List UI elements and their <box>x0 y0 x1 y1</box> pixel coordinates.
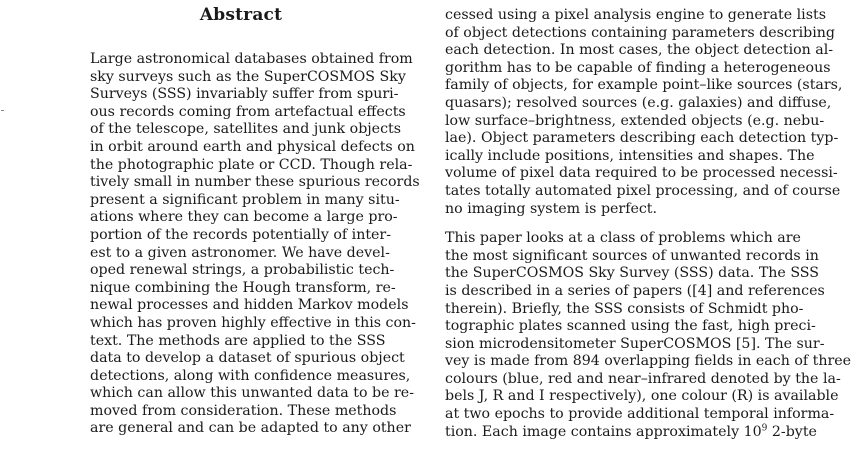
body-line: is described in a series of papers ([4] and references <box>445 282 825 299</box>
body-line: low surface–brightness, extended objects (e.g. nebu- <box>445 112 825 129</box>
body-line: the SuperCOSMOS Sky Survey (SSS) data. The SSS <box>445 265 819 282</box>
abstract-line: Large astronomical databases obtained from <box>90 51 413 67</box>
body-line: of object detections containing parameters describing <box>445 24 835 41</box>
body-line: sion microdensitometer SuperCOSMOS [5]. The sur- <box>445 335 825 352</box>
body-last-line <box>445 422 817 442</box>
paragraph-gap <box>445 218 800 230</box>
body-paragraph-1 <box>445 7 843 218</box>
body-line: gorithm has to be capable of finding a heterogeneous <box>445 59 831 76</box>
abstract-heading: Abstract <box>199 5 283 25</box>
body-line: bels J, R and I respectively), one colour (R) is available <box>445 388 839 405</box>
abstract-line: sky surveys such as the SuperCOSMOS Sky <box>90 68 406 85</box>
abstract-line: the photographic plate or CCD. Though rela- <box>90 156 413 173</box>
body-line: tates totally automated pixel processing, and of course <box>445 182 841 199</box>
abstract-line: detections, along with confidence measures, <box>90 367 411 384</box>
body-line: colours (blue, red and near–infrared denoted by the la- <box>445 370 841 387</box>
body-column <box>445 7 851 441</box>
abstract-line: are general and can be adapted to any other <box>90 420 411 437</box>
abstract-line: newal processes and hidden Markov models <box>90 297 409 314</box>
abstract-line: oped renewal strings, a probabilistic tech- <box>90 262 395 279</box>
body-line: ically include positions, intensities and shapes. The <box>445 147 815 164</box>
last-line-prefix: tion. Each image contains approximately 10 <box>445 423 762 440</box>
abstract-line: Surveys (SSS) invariably suffer from spuri- <box>90 86 399 103</box>
abstract-line: present a significant problem in many situ- <box>90 191 400 208</box>
abstract-line: which can allow this unwanted data to be re- <box>90 385 414 402</box>
abstract-line: moved from consideration. These methods <box>90 402 397 419</box>
body-line: tographic plates scanned using the fast, high preci- <box>445 318 816 335</box>
abstract-line: text. The methods are applied to the SSS <box>90 332 386 349</box>
body-paragraph-2 <box>445 230 851 441</box>
abstract-line: tively small in number these spurious records <box>90 174 420 191</box>
margin-mark <box>1 110 4 111</box>
abstract-column <box>90 5 420 438</box>
abstract-line: ous records coming from artefactual effects <box>90 103 406 120</box>
body-line: volume of pixel data required to be processed necessi- <box>445 165 838 182</box>
abstract-line: portion of the records potentially of inter- <box>90 226 392 243</box>
body-line: This paper looks at a class of problems which are <box>445 230 801 247</box>
body-line: each detection. In most cases, the object detection al- <box>445 42 834 59</box>
abstract-line: data to develop a dataset of spurious object <box>90 350 405 367</box>
abstract-line: est to a given astronomer. We have devel- <box>90 244 390 261</box>
body-line: family of objects, for example point–like sources (stars, <box>445 77 843 94</box>
abstract-line: nique combining the Hough transform, re- <box>90 279 396 296</box>
body-line: at two epochs to provide additional temporal informa- <box>445 406 835 423</box>
exponent: 9 <box>761 422 768 433</box>
body-line: vey is made from 894 overlapping fields in each of three <box>445 353 851 370</box>
abstract-line: of the telescope, satellites and junk objects <box>90 121 401 138</box>
body-line: lae). Object parameters describing each detection typ- <box>445 130 839 147</box>
body-line: no imaging system is perfect. <box>445 200 658 217</box>
abstract-line: ations where they can become a large pro- <box>90 209 398 226</box>
last-line-suffix: 2-byte <box>767 423 817 440</box>
body-line: therein). Briefly, the SSS consists of Schmidt pho- <box>445 300 804 317</box>
body-line: quasars); resolved sources (e.g. galaxies) and diffuse, <box>445 94 832 111</box>
body-line: the most significant sources of unwanted records in <box>445 247 819 264</box>
abstract-text <box>90 51 420 438</box>
body-line: cessed using a pixel analysis engine to generate lists <box>445 7 826 23</box>
abstract-line: in orbit around earth and physical defects on <box>90 138 415 155</box>
abstract-line: which has proven highly effective in this con- <box>90 314 416 331</box>
